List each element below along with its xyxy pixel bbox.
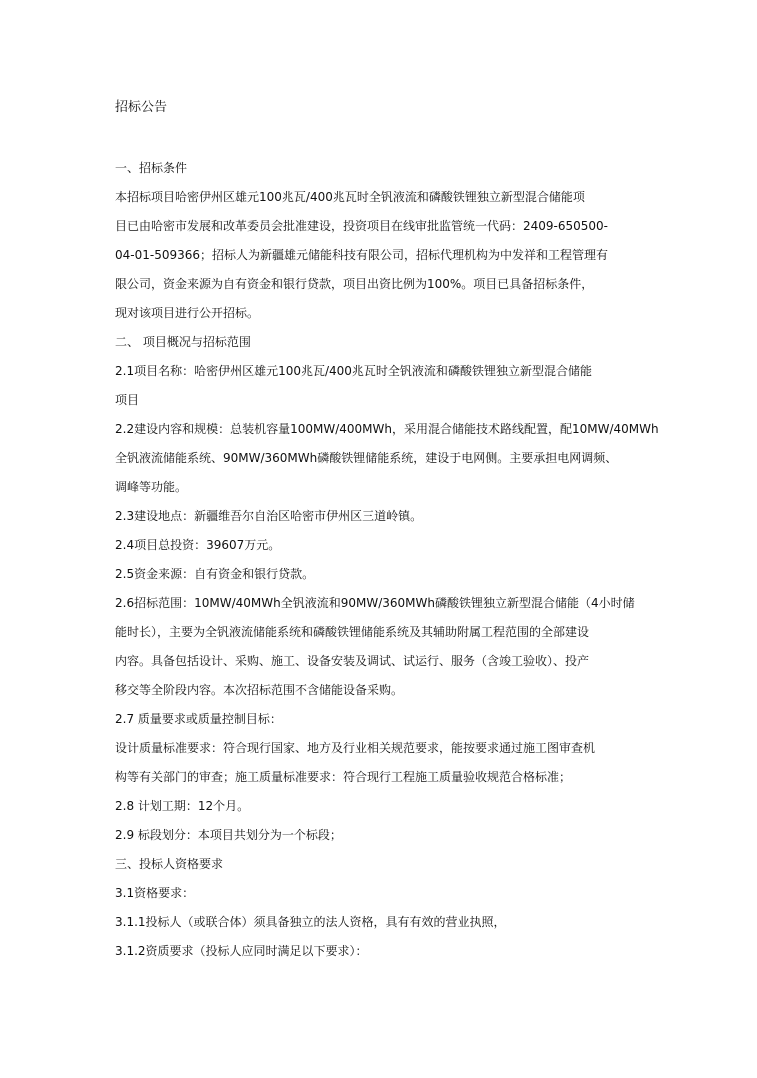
paragraph-line: 内容。具备包括设计、采购、施工、设备安装及调试、试运行、服务（含竣工验收）、投产	[115, 654, 590, 668]
paragraph-line: 项目	[115, 393, 140, 407]
paragraph-line: 现对该项目进行公开招标。	[115, 306, 260, 320]
paragraph-line: 目已由哈密市发展和改革委员会批准建设，投资项目在线审批监管统一代码：2409-650500-	[115, 219, 609, 233]
paragraph-line: 设计质量标准要求：符合现行国家、地方及行业相关规范要求，能按要求通过施工图审查机	[115, 741, 596, 755]
document-body	[115, 98, 659, 972]
paragraph-line: 限公司，资金来源为自有资金和银行贷款，项目出资比例为100%。项目已具备招标条件，	[115, 277, 594, 291]
paragraph-line: 全钒液流储能系统、90MW/360MWh磷酸铁锂储能系统，建设于电网侧。主要承担电网调频、	[115, 451, 618, 465]
paragraph-line: 2.1项目名称：哈密伊州区雄元100兆瓦/400兆瓦时全钒液流和磷酸铁锂独立新型混合储能	[115, 364, 592, 378]
paragraph-line: 3.1资格要求：	[115, 886, 195, 900]
section-heading-2: 二、 项目概况与招标范围	[115, 335, 251, 349]
paragraph-line: 2.6招标范围：10MW/40MWh全钒液流和90MW/360MWh磷酸铁锂独立新型混合储能（4小时储	[115, 596, 635, 610]
paragraph-line: 2.8 计划工期：12个月。	[115, 799, 250, 813]
paragraph-line: 2.5资金来源：自有资金和银行贷款。	[115, 567, 315, 581]
document-title: 招标公告	[115, 100, 168, 115]
section-heading-3: 三、投标人资格要求	[115, 857, 224, 871]
paragraph-line: 3.1.1投标人（或联合体）须具备独立的法人资格，具有有效的营业执照，	[115, 915, 506, 929]
paragraph-line: 2.3建设地点：新疆维吾尔自治区哈密市伊州区三道岭镇。	[115, 509, 423, 523]
paragraph-line: 构等有关部门的审查；施工质量标准要求：符合现行工程施工质量验收规范合格标准；	[115, 770, 572, 784]
paragraph-line: 2.7 质量要求或质量控制目标：	[115, 712, 282, 726]
paragraph-line: 04-01-509366；招标人为新疆雄元储能科技有限公司，招标代理机构为中发祥和工程管理有	[115, 248, 609, 262]
paragraph-line: 2.9 标段划分：本项目共划分为一个标段；	[115, 828, 342, 842]
paragraph-line: 调峰等功能。	[115, 480, 188, 494]
paragraph-line: 3.1.2资质要求（投标人应同时满足以下要求）：	[115, 944, 368, 958]
paragraph-line: 本招标项目哈密伊州区雄元100兆瓦/400兆瓦时全钒液流和磷酸铁锂独立新型混合储能项	[115, 190, 585, 204]
paragraph-line: 移交等全阶段内容。本次招标范围不含储能设备采购。	[115, 683, 404, 697]
paragraph-line: 2.4项目总投资：39607万元。	[115, 538, 281, 552]
paragraph-line: 能时长），主要为全钒液流储能系统和磷酸铁锂储能系统及其辅助附属工程范围的全部建设	[115, 625, 590, 639]
section-heading-1: 一、招标条件	[115, 161, 188, 175]
paragraph-line: 2.2建设内容和规模：总装机容量100MW/400MWh，采用混合储能技术路线配置，配10MW/40MWh	[115, 422, 659, 436]
